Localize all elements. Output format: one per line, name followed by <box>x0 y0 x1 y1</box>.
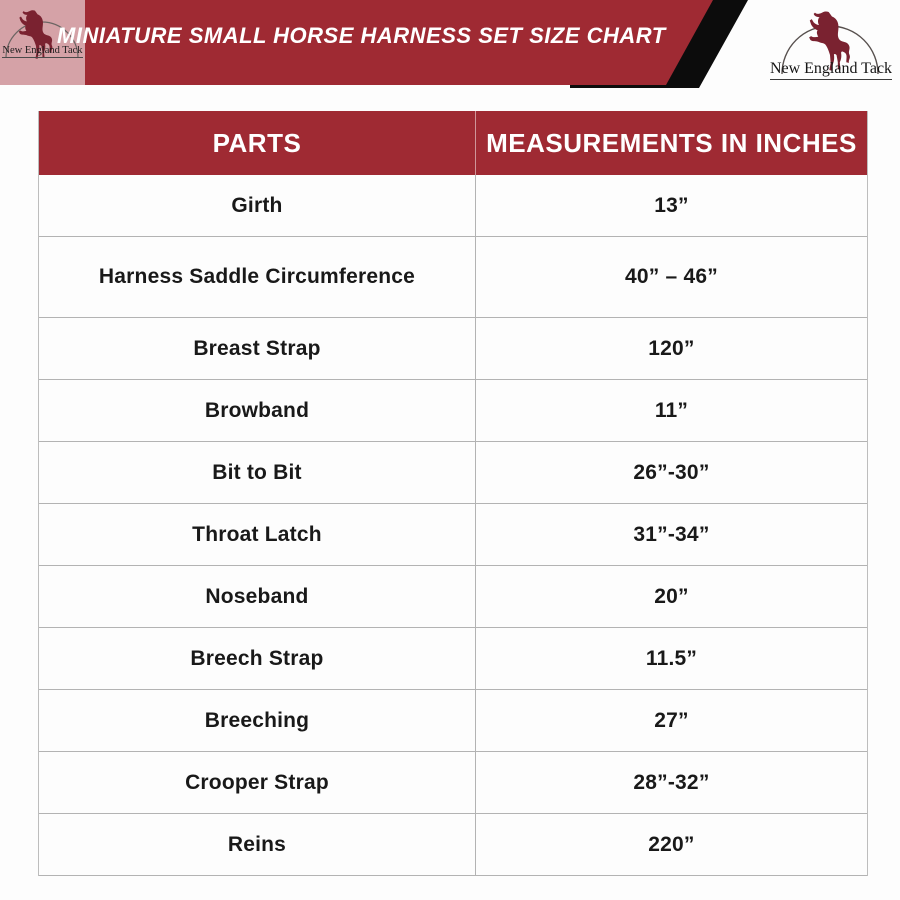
table-row <box>39 175 867 237</box>
table-row <box>39 814 867 876</box>
table-row <box>39 690 867 752</box>
measurement-cell: 11.5” <box>475 628 867 689</box>
table-row <box>39 566 867 628</box>
measurement-cell: 31”-34” <box>475 504 867 565</box>
measurement-cell: 26”-30” <box>475 442 867 503</box>
table-row <box>39 442 867 504</box>
measurement-cell: 13” <box>475 175 867 236</box>
table-row <box>39 504 867 566</box>
measurement-cell: 28”-32” <box>475 752 867 813</box>
table-row <box>39 628 867 690</box>
part-name-cell: Browband <box>204 398 310 422</box>
table-header-row <box>39 111 867 175</box>
part-name-cell: Girth <box>231 193 283 217</box>
table-row <box>39 237 867 318</box>
measurement-cell: 40” – 46” <box>475 237 867 317</box>
size-chart-table <box>38 111 868 876</box>
measurement-cell: 220” <box>475 814 867 875</box>
table-row <box>39 380 867 442</box>
measurement-cell: 11” <box>475 380 867 441</box>
measurement-cell: 27” <box>475 690 867 751</box>
part-name-cell: Throat Latch <box>192 522 322 546</box>
header-banner <box>0 0 900 92</box>
brand-name: New England Tack <box>2 45 83 56</box>
measurement-cell: 20” <box>475 566 867 627</box>
column-header-parts: PARTS <box>212 127 302 158</box>
table-row <box>39 318 867 380</box>
part-name-cell: Harness Saddle Circumference <box>98 265 415 288</box>
brand-logo-large <box>768 4 894 90</box>
table-row <box>39 752 867 814</box>
column-header-measurements: MEASUREMENTS IN INCHES <box>475 111 867 175</box>
part-name-cell: Crooper Strap <box>185 770 329 794</box>
part-name-cell: Noseband <box>205 584 309 608</box>
part-name-cell: Reins <box>227 832 287 856</box>
part-name-cell: Breeching <box>204 708 310 732</box>
part-name-cell: Breast Strap <box>193 336 321 360</box>
measurement-cell: 120” <box>475 318 867 379</box>
brand-name: New England Tack <box>768 60 894 78</box>
part-name-cell: Bit to Bit <box>212 460 302 484</box>
part-name-cell: Breech Strap <box>190 646 324 670</box>
page-title: MINIATURE SMALL HORSE HARNESS SET SIZE CHART <box>57 23 666 48</box>
table-body <box>39 175 867 876</box>
